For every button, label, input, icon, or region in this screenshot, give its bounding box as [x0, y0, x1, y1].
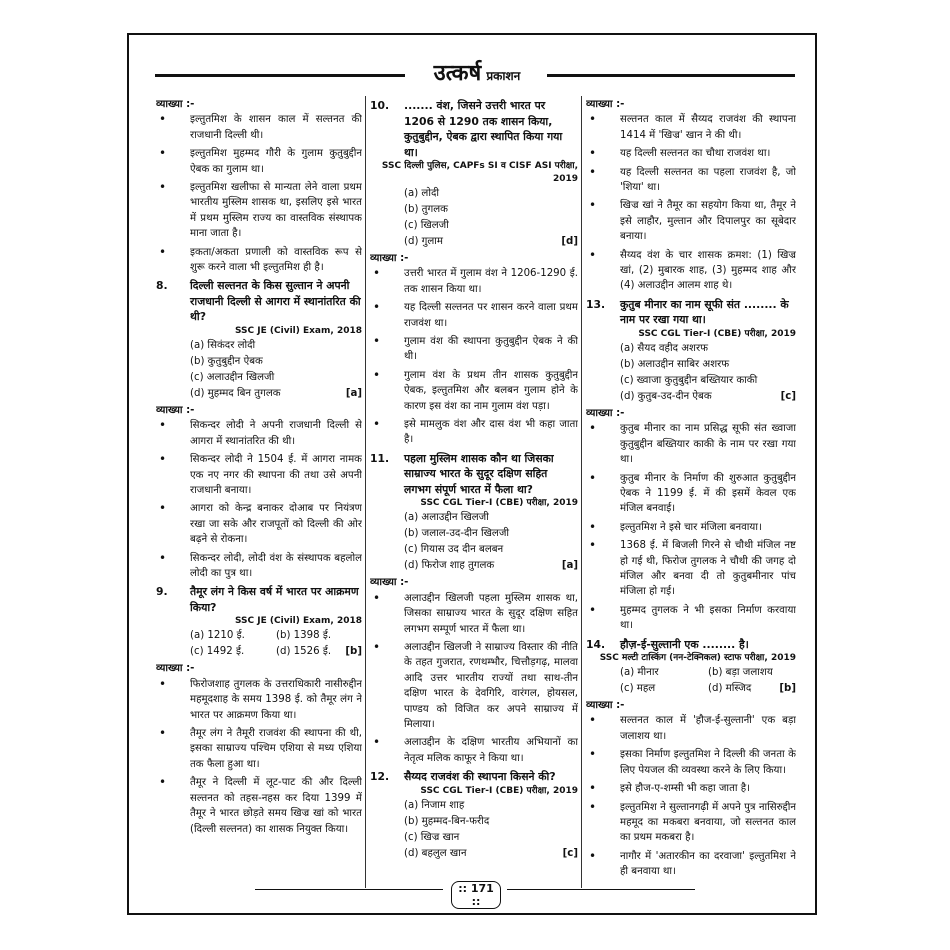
explanation-item: • सिकन्दर लोदी ने 1504 ई. में आगरा नामक एक नए नगर की स्थापना की तथा उसे अपनी राजधानी बनाया।	[156, 452, 362, 498]
vyakhya-heading: व्याख्या :-	[586, 99, 625, 110]
explanation-list	[156, 112, 362, 275]
explanation-item: • यह दिल्ली सल्तनत का पहला राजवंश है, जो 'शिया' था।	[586, 165, 796, 196]
vyakhya-heading: व्याख्या :-	[156, 404, 195, 416]
option: (a) सिकंदर लोदी	[190, 339, 256, 351]
option: (c) 1492 ई.	[190, 646, 245, 658]
explanation-list	[586, 713, 796, 879]
option-row	[370, 846, 578, 862]
option: (d) फिरोज शाह तुगलक	[404, 560, 495, 572]
answer-key: [d]	[561, 236, 578, 247]
option: (a) मीनार	[620, 667, 659, 679]
question-10	[370, 98, 578, 160]
question-text: तैमूर लंग ने किस वर्ष में भारत पर आक्रमण किया?	[190, 585, 359, 614]
option: (b) 1398 ई.	[276, 630, 332, 642]
vyakhya-heading: व्याख्या :-	[370, 253, 409, 264]
explanation-item: • खिज्र खां ने तैमूर का सहयोग किया था, तैमूर ने इसे लाहौर, मुल्तान और दिपालपुर का सूबेदार बनाया।	[586, 198, 796, 244]
option: (c) खिज्र खान	[404, 831, 460, 843]
vyakhya-heading: व्याख्या :-	[156, 99, 195, 110]
explanation-item: • गुलाम वंश की स्थापना कुतुबुद्दीन ऐबक ने की थी।	[370, 334, 578, 365]
question-text: सैय्यद राजवंश की स्थापना किसने की?	[404, 770, 556, 784]
explanation-item: • इसका निर्माण इल्तुतमिश ने दिल्ली की जनता के लिए पेयजल की व्यवस्था करने के लिए किया।	[586, 747, 796, 778]
question-8	[156, 278, 362, 325]
explanation-list	[586, 112, 796, 293]
option: (d) 1526 ई.	[276, 646, 332, 658]
option-row	[156, 386, 362, 402]
column-middle	[370, 96, 578, 886]
header-rule-right	[547, 74, 795, 77]
explanation-item: • तैमूर ने दिल्ली में लूट-पाट की और दिल्ली सल्तनत को तहस-नहस कर दिया 1399 में तैमूर ने भारत छोड़ते समय खिज्र खां को भारत (दिल्ली सल्तनत) का शासक नियुक्त किया।	[156, 775, 362, 837]
explanation-item: • अलाउद्दीन खिलजी ने साम्राज्य विस्तार की नीति के तहत गुजरात, रणथम्भौर, चित्तौड़गढ़, मालवा आदि उत्तर भारतीय राज्यों तथा साथ-तीन दक्षिण भारत के देवगिरि, वारंगल, होयसल, पाण्डय को विजित कर अपने साम्राज्य में मिलाया।	[370, 640, 578, 732]
question-number: 8.	[156, 279, 168, 293]
option: (b) कुतुबुद्दीन ऐबक	[190, 355, 263, 367]
explanation-list	[370, 266, 578, 447]
answer-key: [b]	[345, 646, 362, 658]
explanation-item: • तैमूर लंग ने तैमूरी राजवंश की स्थापना की थी, इसका साम्राज्य पश्चिम एशिया से मध्य एशिया तक फैला हुआ था।	[156, 726, 362, 772]
question-source: SSC CGL Tier-I (CBE) परीक्षा, 2019	[638, 328, 796, 339]
page-header	[155, 63, 795, 85]
option-cell	[708, 681, 796, 697]
answer-key: [c]	[562, 847, 578, 859]
question-number: 11.	[370, 451, 390, 465]
column-right	[586, 96, 796, 886]
vyakhya-heading: व्याख्या :-	[586, 407, 625, 419]
option-cell	[276, 644, 362, 660]
answer-key: [a]	[345, 387, 362, 399]
explanation-item: • उत्तरी भारत में गुलाम वंश ने 1206-1290 ई. तक शासन किया था।	[370, 266, 578, 297]
footer-rule-left	[255, 889, 443, 890]
explanation-item: • कुतुब मीनार का नाम प्रसिद्ध सूफी संत ख्वाजा कुतुबुद्दीन बख्तियार काकी के नाम पर रखा गया था।	[586, 421, 796, 467]
explanation-item: • इल्तुतमिश मुहम्मद गौरी के गुलाम कुतुबुद्दीन ऐबक का गुलाम था।	[156, 146, 362, 177]
question-9	[156, 584, 362, 615]
explanation-item: • इल्तुतमिश ने सुल्तानगढ़ी में अपने पुत्र नासिरुद्दीन महमूद का मकबरा बनवाया, जो सल्तनत काल का प्रथम मकबरा है।	[586, 800, 796, 846]
explanation-item: • इसे हौज-ए-शम्सी भी कहा जाता है।	[586, 781, 796, 796]
explanation-item: • आगरा को केन्द्र बनाकर दोआब पर नियंत्रण रखा जा सके और राजपूतों को दिल्ली की ओर बढ़ने से रोकना।	[156, 501, 362, 547]
option: (c) महल	[620, 683, 656, 695]
column-divider	[581, 96, 582, 888]
column-left	[156, 96, 362, 886]
question-source: SSC JE (Civil) Exam, 2018	[234, 325, 362, 336]
option: (d) मुहम्मद बिन तुगलक	[190, 387, 281, 399]
option: (a) सैयद वहीद अशरफ	[620, 342, 708, 354]
option: (a) अलाउद्दीन खिलजी	[404, 512, 489, 524]
explanation-list	[370, 591, 578, 766]
question-source: SSC मल्टी टास्किंग (नन-टेक्निकल) स्टाफ परीक्षा, 2019	[599, 653, 796, 664]
header-rule-left	[155, 74, 405, 77]
question-source: SSC JE (Civil) Exam, 2018	[234, 616, 362, 627]
answer-key: [c]	[780, 390, 796, 402]
explanation-item: • सल्तनत काल में सैय्यद राजवंश की स्थापना 1414 में 'खिज्र' खान ने की थी।	[586, 112, 796, 143]
answer-key: [a]	[561, 560, 578, 572]
option: (a) निजाम शाह	[404, 799, 465, 811]
option: (b) मुहम्मद-बिन-फरीद	[404, 815, 490, 827]
explanation-item: • मुहम्मद तुगलक ने भी इसका निर्माण करवाया था।	[586, 603, 796, 634]
question-11	[370, 451, 578, 498]
option: (b) जलाल-उद-दीन खिलजी	[404, 528, 510, 540]
column-divider	[365, 96, 366, 888]
explanation-item: • इसे मामलुक वंश और दास वंश भी कहा जाता है।	[370, 417, 578, 448]
option: (d) बहलुल खान	[404, 847, 467, 859]
question-13	[586, 297, 796, 328]
vyakhya-heading: व्याख्या :-	[586, 700, 625, 712]
explanation-item: • कुतुब मीनार के निर्माण की शुरुआत कुतुबुद्दीन ऐबक ने 1199 ई. में की इसमें केवल एक मंजिल बनवाई।	[586, 471, 796, 517]
question-text: हौज़-ई-सुल्तानी एक ........ है।	[620, 637, 749, 651]
option-row	[370, 558, 578, 574]
explanation-item: • अलाउद्दीन के दक्षिण भारतीय अभियानों का नेतृत्व मलिक काफूर ने किया था।	[370, 735, 578, 766]
footer-rule-right	[507, 889, 695, 890]
option: (b) तुगलक	[404, 204, 448, 215]
explanation-item: • यह दिल्ली सल्तनत का चौथा राजवंश था।	[586, 146, 796, 161]
options-grid	[586, 665, 796, 697]
option: (d) गुलाम	[404, 236, 444, 247]
vyakhya-heading: व्याख्या :-	[156, 663, 195, 675]
explanation-item: • अलाउद्दीन खिलजी पहला मुस्लिम शासक था, जिसका साम्राज्य भारत के सुदूर दक्षिण सहित लगभग सम्पूर्ण भारत में फैला था।	[370, 591, 578, 637]
option-row	[586, 389, 796, 405]
explanation-item: • सिकन्दर लोदी ने अपनी राजधानी दिल्ली से आगरा में स्थानांतरित की थी।	[156, 418, 362, 449]
question-number: 9.	[156, 585, 168, 599]
explanation-list	[156, 677, 362, 837]
question-number: 12.	[370, 770, 390, 784]
question-number: 10.	[370, 99, 390, 112]
option: (c) ख्वाजा कुतुबुद्दीन बख्तियार काकी	[620, 374, 758, 386]
explanation-item: • 1368 ई. में बिजली गिरने से चौथी मंजिल नष्ट हो गई थी, फिरोज तुगलक ने चौथी की जगह दो मंजिल और बनवा दी तो कुतुबमीनार पांच मंजिला हो गई।	[586, 538, 796, 600]
question-text: पहला मुस्लिम शासक कौन था जिसका साम्राज्य भारत के सुदूर दक्षिण सहित लगभग संपूर्ण भारत में फैला था?	[404, 451, 554, 496]
option: (c) खिलजी	[404, 220, 449, 231]
options-grid	[156, 628, 362, 660]
page-number: :: 171 ::	[451, 881, 501, 909]
explanation-item: • सैय्यद वंश के चार शासक क्रमश: (1) खिज्र खां, (2) मुबारक शाह, (3) मुहम्मद शाह और (4) अलाउद्दीन आलम शाह थे।	[586, 248, 796, 294]
explanation-list	[156, 418, 362, 581]
question-source: SSC दिल्ली पुलिस, CAPFs SI व CISF ASI परीक्षा, 2019	[381, 161, 578, 184]
explanation-item: • गुलाम वंश के प्रथम तीन शासक कुतुबुद्दीन ऐबक, इल्तुतमिश और बलबन गुलाम होने के कारण इस वंश का नाम गुलाम वंश पड़ा।	[370, 368, 578, 414]
option: (c) गियास उद दीन बलबन	[404, 544, 504, 556]
explanation-item: • यह दिल्ली सल्तनत पर शासन करने वाला प्रथम राजवंश था।	[370, 300, 578, 331]
question-number: 13.	[586, 297, 606, 311]
option-row	[370, 234, 578, 250]
question-source: SSC CGL Tier-I (CBE) परीक्षा, 2019	[420, 498, 578, 509]
explanation-item: • नागौर में 'अतारकीन का दरवाजा' इल्तुतमिश ने ही बनवाया था।	[586, 849, 796, 880]
question-14	[586, 637, 796, 653]
explanation-item: • फिरोजशाह तुगलक के उत्तराधिकारी नासीरुद्दीन महमूदशाह के समय 1398 ई. को तैमूर लंग ने भारत पर आक्रमण किया था।	[156, 677, 362, 723]
explanation-item: • इल्तुतमिश के शासन काल में सल्तनत की राजधानी दिल्ली थी।	[156, 112, 362, 143]
page-footer	[255, 882, 695, 908]
explanation-item: • इल्तुतमिश ने इसे चार मंजिला बनवाया।	[586, 520, 796, 535]
answer-key: [b]	[779, 683, 796, 695]
option: (b) बड़ा जलाशय	[708, 667, 773, 679]
question-text: ....... वंश, जिसने उत्तरी भारत पर 1206 से 1290 तक शासन किया, कुतुबुद्दीन, ऐबक द्वारा स्थापित किया गया था।	[404, 99, 563, 159]
explanation-item: • इल्तुतमिश खलीफा से मान्यता लेने वाला प्रथम भारतीय मुस्लिम शासक था, इसलिए इसे भारत में प्रथम मुस्लिम राज्य का वास्तविक संस्थापक माना जाता है।	[156, 180, 362, 242]
explanation-item: • सिकन्दर लोदी, लोदी वंश के संस्थापक बहलोल लोदी का पुत्र था।	[156, 551, 362, 582]
question-text: दिल्ली सल्तनत के किस सुल्तान ने अपनी राजधानी दिल्ली से आगरा में स्थानांतरित की थी?	[190, 279, 361, 324]
option: (a) लोदी	[404, 188, 440, 199]
brand-main: उत्कर्ष	[433, 61, 482, 86]
question-number: 14.	[586, 637, 606, 651]
explanation-item: • इकता/अकता प्रणाली को वास्तविक रूप से शुरू करने वाला भी इल्तुतमिश ही है।	[156, 245, 362, 276]
question-source: SSC CGL Tier-I (CBE) परीक्षा, 2019	[420, 785, 578, 796]
question-text: कुतुब मीनार का नाम सूफी संत ........ के नाम पर रखा गया था।	[620, 297, 789, 327]
vyakhya-heading: व्याख्या :-	[370, 577, 409, 589]
explanation-list	[586, 421, 796, 633]
option: (d) कुतुब-उद-दीन ऐबक	[620, 390, 712, 402]
question-12	[370, 769, 578, 785]
explanation-item: • सल्तनत काल में 'हौज-ई-सुल्तानी' एक बड़ा जलाशय था।	[586, 713, 796, 744]
publisher-brand	[409, 57, 545, 87]
option: (a) 1210 ई.	[190, 630, 245, 642]
option: (b) अलाउद्दीन साबिर अशरफ	[620, 358, 730, 370]
option: (c) अलाउद्दीन खिलजी	[190, 371, 275, 383]
option: (d) मस्जिद	[708, 683, 752, 695]
brand-sub: प्रकाशन	[486, 69, 521, 83]
